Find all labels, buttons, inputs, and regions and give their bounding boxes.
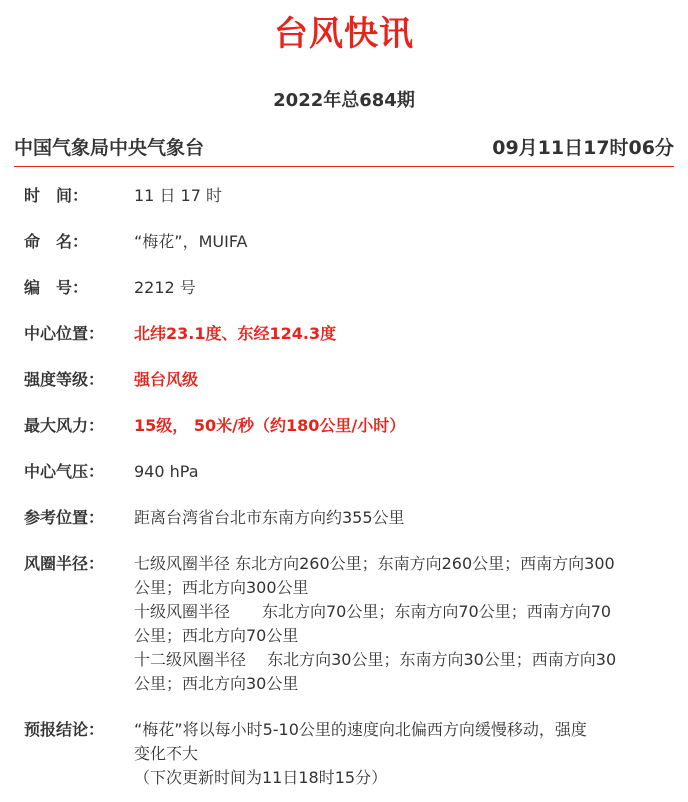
name-value: “梅花”，MUIFA (134, 232, 248, 251)
forecast-line: 变化不大 (134, 744, 199, 763)
bulletin-header (14, 134, 674, 167)
forecast-line: “梅花”将以每小时5-10公里的速度向北偏西方向缓慢移动，强度 (134, 720, 587, 739)
issue-number: 2022年总684期 (273, 90, 415, 111)
number-value: 2212 号 (134, 278, 196, 297)
wind-radius-line: 公里；西北方向30公里 (134, 674, 299, 693)
wind-radius-label: 风圈半径： (24, 554, 105, 573)
reference-label: 参考位置： (24, 508, 105, 527)
intensity-label: 强度等级： (24, 370, 105, 389)
name-label: 命 名： (24, 232, 89, 251)
forecast-value (134, 718, 659, 790)
center-value: 北纬23.1度、东经124.3度 (134, 324, 337, 343)
forecast-line: （下次更新时间为11日18时15分） (134, 768, 388, 787)
center-label: 中心位置： (24, 324, 105, 343)
issue-time: 09月11日17时06分 (492, 137, 674, 159)
reference-value: 距离台湾省台北市东南方向约355公里 (134, 508, 405, 527)
wind-radius-line: 公里；西北方向70公里 (134, 626, 299, 645)
wind-radius-line: 七级风圈半径 东北方向260公里；东南方向260公里；西南方向300 (134, 554, 615, 573)
forecast-label: 预报结论： (24, 720, 105, 739)
wind-radius-line: 十二级风圈半径 东北方向30公里；东南方向30公里；西南方向30 (134, 650, 617, 669)
time-value: 11 日 17 时 (134, 186, 222, 205)
page-title: 台风快讯 (274, 14, 414, 54)
max-wind-label: 最大风力： (24, 416, 105, 435)
pressure-label: 中心气压： (24, 462, 105, 481)
intensity-value: 强台风级 (134, 370, 199, 389)
wind-radius-line: 十级风圈半径 东北方向70公里；东南方向70公里；西南方向70 (134, 602, 612, 621)
wind-radius-value (134, 552, 659, 696)
issuing-organization: 中国气象局中央气象台 (14, 137, 205, 159)
pressure-value: 940 hPa (134, 462, 199, 481)
max-wind-value: 15级， 50米/秒（约180公里/小时） (134, 416, 406, 435)
number-label: 编 号： (24, 278, 89, 297)
time-label: 时 间： (24, 186, 89, 205)
wind-radius-line: 公里；西北方向300公里 (134, 578, 309, 597)
